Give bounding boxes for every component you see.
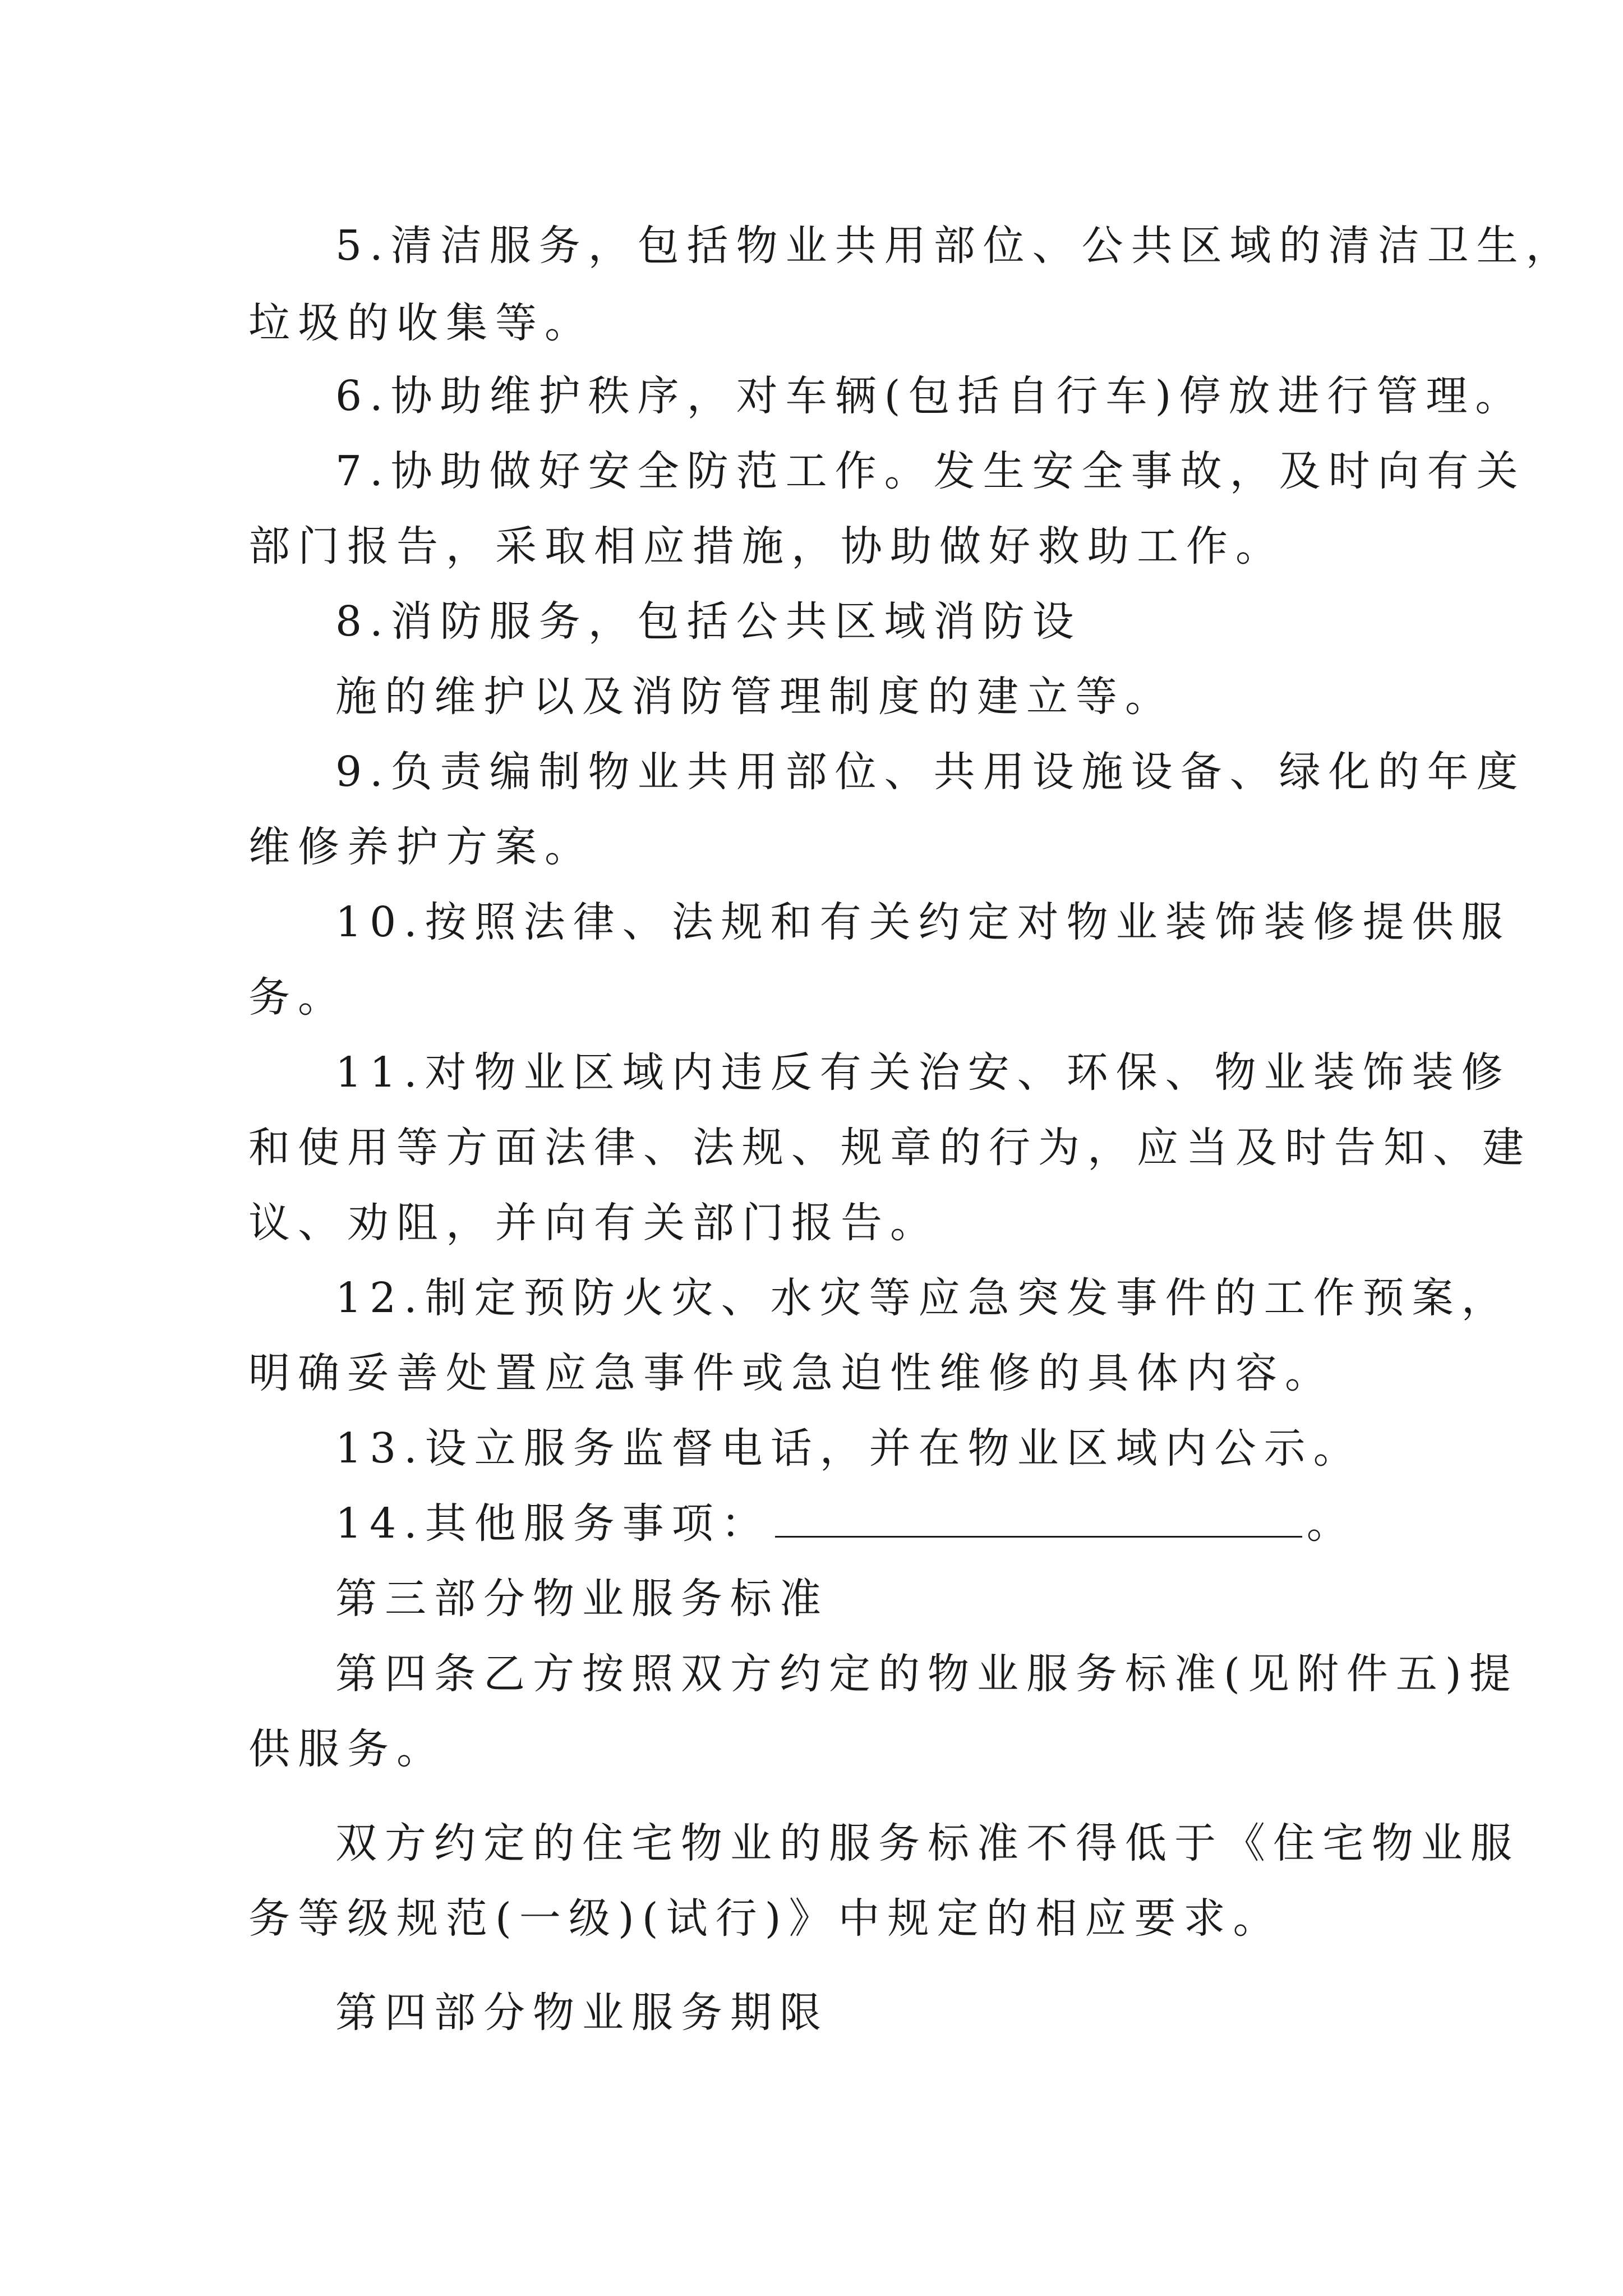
paragraph-item-6: 6.协助维护秩序，对车辆(包括自行车)停放进行管理。 xyxy=(335,372,1525,420)
paragraph-item-11-line-1: 11.对物业区域内违反有关治安、环保、物业装饰装修 xyxy=(335,1048,1511,1097)
paragraph-item-11-line-2: 和使用等方面法律、法规、规章的行为，应当及时告知、建 xyxy=(248,1124,1532,1172)
standard-paragraph-line-2: 务等级规范(一级)(试行)》中规定的相应要求。 xyxy=(248,1894,1283,1943)
paragraph-item-12-line-2: 明确妥善处置应急事件或急迫性维修的具体内容。 xyxy=(248,1349,1334,1397)
paragraph-item-9-line-2: 维修养护方案。 xyxy=(248,823,594,871)
paragraph-item-8-line-1: 8.消防服务，包括公共区域消防设 xyxy=(335,597,1082,646)
item-14-period: 。 xyxy=(1306,1499,1356,1548)
article-4-line-2: 供服务。 xyxy=(248,1725,446,1773)
paragraph-item-10-line-2: 务。 xyxy=(248,973,347,1022)
standard-paragraph-line-1: 双方约定的住宅物业的服务标准不得低于《住宅物业服 xyxy=(335,1819,1520,1867)
paragraph-item-9-line-1: 9.负责编制物业共用部位、共用设施设备、绿化的年度 xyxy=(335,748,1526,796)
fill-in-blank-line[interactable] xyxy=(775,1499,1302,1538)
paragraph-item-7-line-1: 7.协助做好安全防范工作。发生安全事故，及时向有关 xyxy=(335,447,1526,495)
paragraph-item-8-line-2: 施的维护以及消防管理制度的建立等。 xyxy=(335,673,1174,721)
paragraph-item-14 xyxy=(335,1496,1356,1552)
paragraph-item-13: 13.设立服务监督电话，并在物业区域内公示。 xyxy=(335,1424,1363,1473)
article-4-line-1: 第四条乙方按照双方约定的物业服务标准(见附件五)提 xyxy=(335,1650,1519,1698)
paragraph-item-10-line-1: 10.按照法律、法规和有关约定对物业装饰装修提供服 xyxy=(335,898,1511,946)
paragraph-item-5-line-2: 垃圾的收集等。 xyxy=(248,299,594,347)
paragraph-item-12-line-1: 12.制定预防火灾、水灾等应急突发事件的工作预案， xyxy=(335,1274,1511,1322)
section-heading-part-3: 第三部分物业服务标准 xyxy=(335,1575,829,1623)
paragraph-item-7-line-2: 部门报告，采取相应措施，协助做好救助工作。 xyxy=(248,522,1285,570)
paragraph-item-11-line-3: 议、劝阻，并向有关部门报告。 xyxy=(248,1199,939,1247)
item-14-label: 14.其他服务事项： xyxy=(335,1499,771,1548)
section-heading-part-4: 第四部分物业服务期限 xyxy=(335,1989,829,2037)
paragraph-item-5-line-1: 5.清洁服务，包括物业共用部位、公共区域的清洁卫生， xyxy=(335,222,1575,270)
